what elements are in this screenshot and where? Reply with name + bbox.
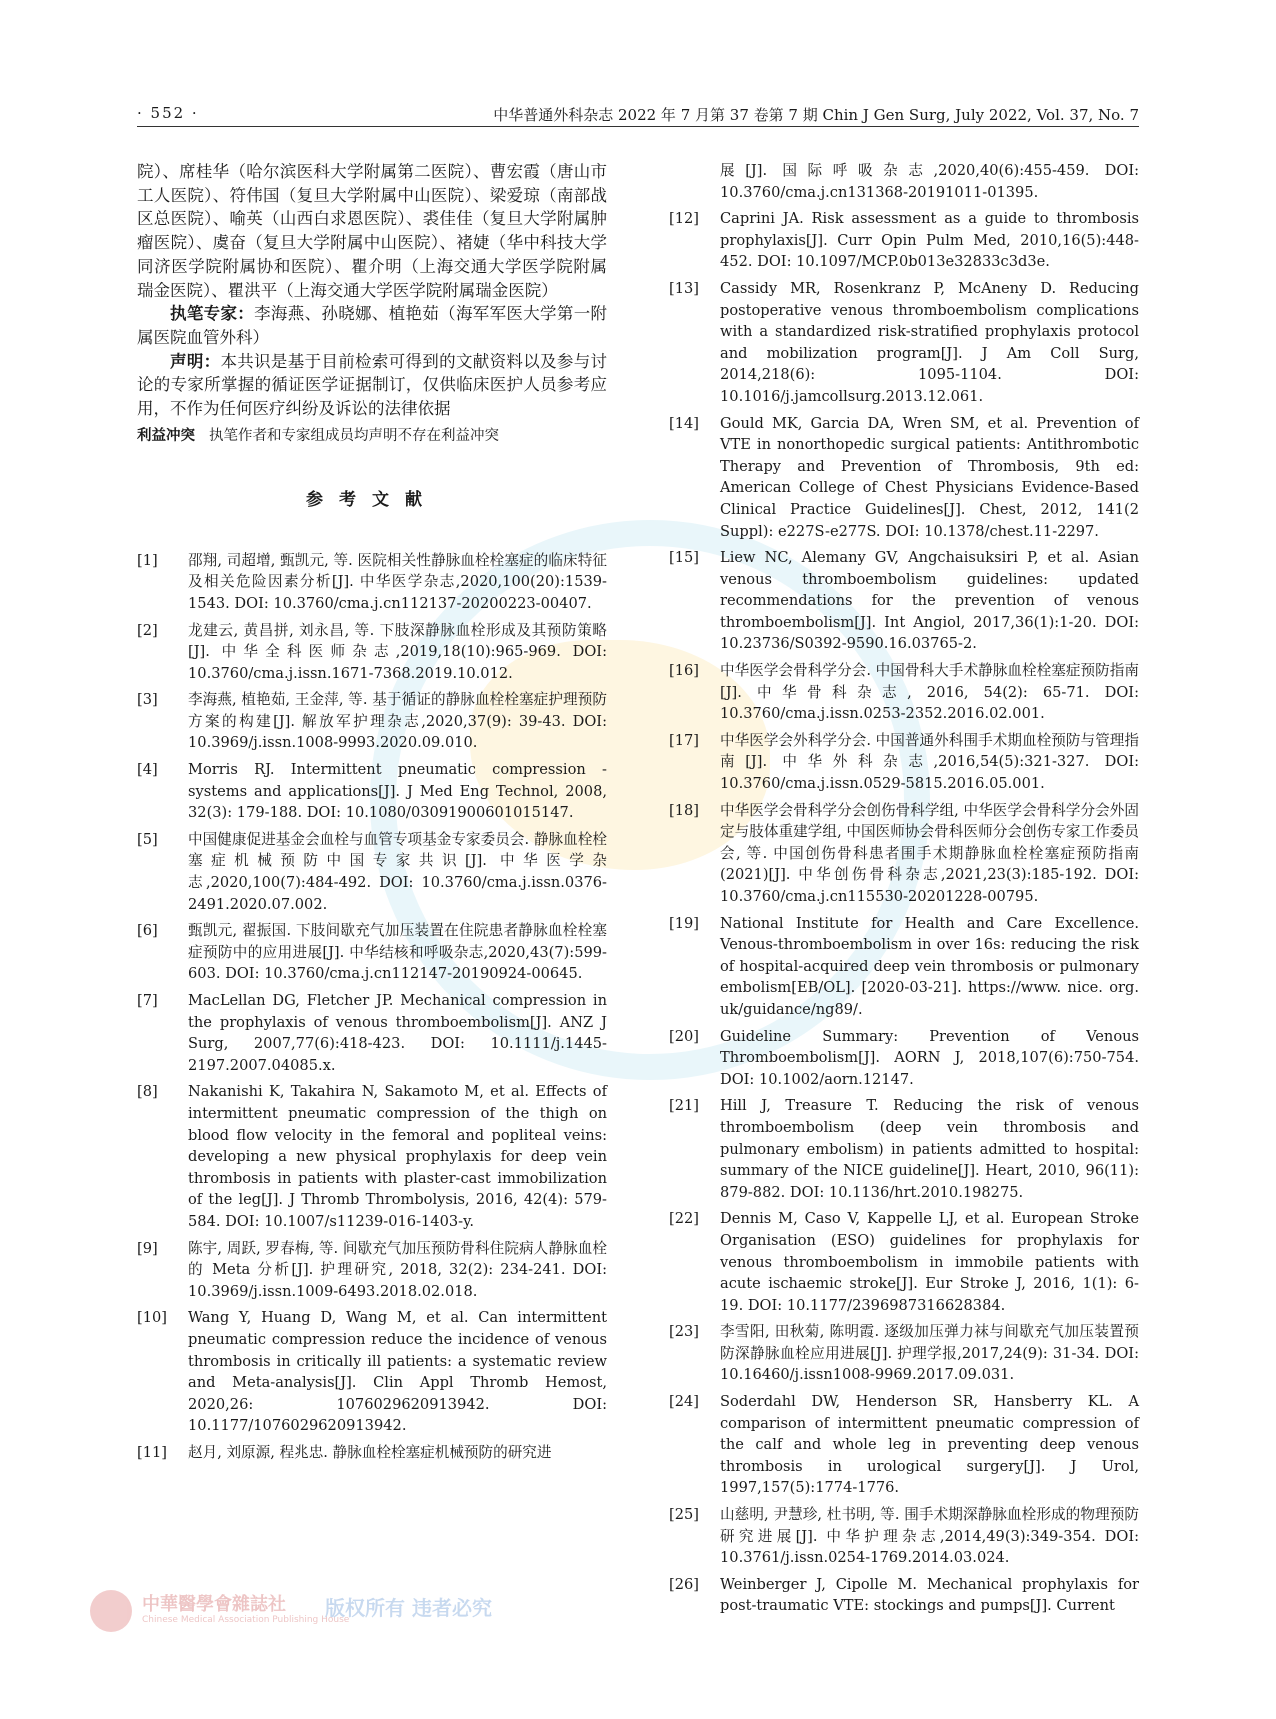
publisher-seal-icon [90, 1590, 132, 1632]
copyright-notice: 版权所有 违者必究 [325, 1596, 492, 1620]
reference-number: [2] [137, 621, 158, 639]
reference-text: 中华医学会骨科学分会创伤骨科学组, 中华医学会骨科学分会外固定与肢体重建学组, 中国医师协会骨科医师分会创伤专家工作委员会, 等. 中国创伤骨科患者围手术期静脉血栓栓塞症预防指南(2021)[J]. 中华创伤骨科杂志,2021,23(3):185-192. DOI: 10.3760/cma.j.cn115530-20201228-00795. [720, 801, 1139, 905]
reference-number: [4] [137, 761, 158, 779]
reference-number: [7] [137, 992, 158, 1010]
reference-text: Morris RJ. Intermittent pneumatic compression - systems and applications[J]. J Med Eng Technol, 2008, 32(3): 179-188. DOI: 10.1080/03091900601015147. [188, 761, 607, 822]
reference-number: [23] [669, 1323, 699, 1341]
reference-number: [1] [137, 551, 158, 569]
reference-item [669, 1321, 1139, 1386]
reference-text: 李雪阳, 田秋菊, 陈明霞. 逐级加压弹力袜与间歇充气加压装置预防深静脉血栓应用进展[J]. 护理学报,2017,24(9): 31-34. DOI: 10.16460/j.issn1008-9969.2017.09.031. [720, 1323, 1139, 1384]
reference-item [669, 1026, 1139, 1091]
reference-item [137, 1081, 607, 1232]
reference-item [137, 1238, 607, 1303]
reference-item [669, 913, 1139, 1021]
reference-number: [18] [669, 801, 699, 819]
reference-number: [16] [669, 662, 699, 680]
reference-number: [9] [137, 1239, 158, 1257]
publisher-name: 中華醫學會雜誌社 [142, 1594, 286, 1615]
reference-item [669, 1504, 1139, 1569]
reference-number: [21] [669, 1097, 699, 1115]
reference-text: 中华医学会外科学分会. 中国普通外科围手术期血栓预防与管理指南[J]. 中华外科杂志,2016,54(5):321-327. DOI: 10.3760/cma.j.issn.0529-5815.2016.05.001. [720, 731, 1139, 793]
reference-text: Gould MK, Garcia DA, Wren SM, et al. Prevention of VTE in nonorthopedic surgical patients: Antithrombotic Therapy and Prevention of Thrombosis, 9th ed: American College of Chest Physicians Evidence-Based Clinical Practice Guidelines[J]. Chest, 2012, 141(2 Suppl): e227S-e277S. DOI: 10.1378/chest.11-2297. [720, 414, 1139, 540]
right-column [669, 160, 1139, 1622]
reference-item [137, 1442, 607, 1464]
references-list-right [669, 160, 1139, 1617]
reference-item [669, 1095, 1139, 1203]
reference-item [137, 550, 607, 615]
page-number: · 552 · [137, 104, 199, 122]
reference-text: 展[J]. 国际呼吸杂志,2020,40(6):455-459. DOI: 10.3760/cma.j.cn131368-20191011-01395. [720, 162, 1139, 201]
statement-label: 声明： [170, 351, 221, 371]
reference-text: 邵翔, 司超增, 甄凯元, 等. 医院相关性静脉血栓栓塞症的临床特征及相关危险因素分析[J]. 中华医学杂志,2020,100(20):1539-1543. DOI: 10.3760/cma.j.cn112137-20200223-00407. [188, 551, 607, 612]
publisher-name-en: Chinese Medical Association Publishing House [142, 1615, 350, 1625]
reference-text: Guideline Summary: Prevention of Venous Thromboembolism[J]. AORN J, 2018,107(6):750-754. DOI: 10.1002/aorn.12147. [720, 1027, 1139, 1088]
reference-number: [26] [669, 1575, 699, 1593]
reference-number: [24] [669, 1393, 699, 1411]
reference-item [669, 208, 1139, 273]
reference-number: [14] [669, 414, 699, 432]
reference-number: [10] [137, 1309, 167, 1327]
coi-label: 利益冲突 [137, 427, 195, 444]
reference-number: [5] [137, 830, 158, 848]
writing-authors-label: 执笔专家： [170, 304, 255, 324]
references-heading: 参考文献 [306, 489, 438, 510]
reference-item [137, 990, 607, 1076]
reference-item [669, 800, 1139, 908]
reference-text: 中国健康促进基金会血栓与血管专项基金专家委员会. 静脉血栓栓塞症机械预防中国专家共识[J]. 中华医学杂志,2020,100(7):484-492. DOI: 10.3760/cma.j.issn.0376-2491.2020.07.002. [188, 830, 607, 913]
reference-number: [19] [669, 914, 699, 932]
reference-text: 龙建云, 黄昌拼, 刘永昌, 等. 下肢深静脉血栓形成及其预防策略[J]. 中华全科医师杂志,2019,18(10):965-969. DOI: 10.3760/cma.j.issn.1671-7368.2019.10.012. [188, 621, 607, 682]
reference-text: National Institute for Health and Care Excellence. Venous-thromboembolism in over 16s: reducing the risk of hospital-acquired deep vein thrombosis or pulmonary embolism[EB/OL]. [2020-03-21]. https://www. nice. org. uk/guidance/ng89/. [720, 914, 1139, 1018]
writing-authors [137, 302, 607, 349]
reference-text: Caprini JA. Risk assessment as a guide to thrombosis prophylaxis[J]. Curr Opin Pulm Med, 2010,16(5):448-452. DOI: 10.1097/MCP.0b013e32833c3d3e. [720, 210, 1139, 271]
reference-number: [17] [669, 731, 699, 749]
writing-authors-text: 李海燕、孙晓娜、植艳茹（海军军医大学第一附属医院血管外科） [137, 304, 608, 347]
reference-item [669, 160, 1139, 203]
reference-item [669, 1208, 1139, 1316]
statement [137, 350, 607, 421]
reference-text: 陈宇, 周跃, 罗春梅, 等. 间歇充气加压预防骨科住院病人静脉血栓的 Meta 分析[J]. 护理研究, 2018, 32(2): 234-241. DOI: 10.3969/j.issn.1009-6493.2018.02.018. [188, 1239, 607, 1300]
reference-item [137, 920, 607, 985]
reference-number: [13] [669, 279, 699, 297]
reference-item [669, 547, 1139, 655]
reference-text: Hill J, Treasure T. Reducing the risk of venous thromboembolism (deep vein thrombosis and pulmonary embolism) in patients admitted to hospital: summary of the NICE guideline[J]. Heart, 2010, 96(11): 879-882. DOI: 10.1136/hrt.2010.198275. [720, 1097, 1139, 1201]
reference-number: [15] [669, 549, 699, 567]
reference-text: Wang Y, Huang D, Wang M, et al. Can intermittent pneumatic compression reduce the incidence of venous thrombosis in critically ill patients: a systematic review and Meta-analysis[J]. Clin Appl Thromb Hemost, 2020,26: 1076029620913942. DOI: 10.1177/1076029620913942. [188, 1309, 607, 1435]
coi-text: 执笔作者和专家组成员均声明不存在利益冲突 [209, 427, 499, 444]
statement-text: 本共识是基于目前检索可得到的文献资料以及参与讨论的专家所掌握的循证医学证据制订，仅供临床医护人员参考应用，不作为任何医疗纠纷及诉讼的法律依据 [137, 351, 608, 419]
reference-item [137, 759, 607, 824]
reference-item [137, 620, 607, 685]
reference-item [669, 413, 1139, 543]
reference-text: 山慈明, 尹慧珍, 杜书明, 等. 围手术期深静脉血栓形成的物理预防研究进展[J]. 中华护理杂志,2014,49(3):349-354. DOI: 10.3761/j.issn.0254-1769.2014.03.024. [720, 1506, 1139, 1567]
reference-number: [22] [669, 1210, 699, 1228]
reference-item [669, 1391, 1139, 1499]
reference-text: 甄凯元, 翟振国. 下肢间歇充气加压装置在住院患者静脉血栓栓塞症预防中的应用进展[J]. 中华结核和呼吸杂志,2020,43(7):599-603. DOI: 10.3760/cma.j.cn112147-20190924-00645. [188, 922, 607, 983]
publisher-logo [90, 1588, 530, 1634]
contributors-continued: 院）、席桂华（哈尔滨医科大学附属第二医院）、曹宏霞（唐山市工人医院）、符伟国（复旦大学附属中山医院）、梁爱琼（南部战区总医院）、喻英（山西白求恩医院）、裘佳佳（复旦大学附属肿瘤医院）、虞奋（复旦大学附属中山医院）、褚婕（华中科技大学同济医学院附属协和医院）、瞿介明（上海交通大学医学院附属瑞金医院）、瞿洪平（上海交通大学医学院附属瑞金医院） [137, 162, 607, 300]
reference-text: Nakanishi K, Takahira N, Sakamoto M, et al. Effects of intermittent pneumatic compression of the thigh on blood flow velocity in the femoral and popliteal veins: developing a new physical prophylaxis for deep vein thrombosis in patients with plaster-cast immobilization of the leg[J]. J Thromb Thrombolysis, 2016, 42(4): 579-584. DOI: 10.1007/s11239-016-1403-y. [188, 1083, 607, 1230]
reference-text: Weinberger J, Cipolle M. Mechanical prophylaxis for post-traumatic VTE: stockings and pumps[J]. Current [720, 1575, 1139, 1615]
reference-number: [25] [669, 1506, 699, 1524]
reference-text: 李海燕, 植艳茹, 王金萍, 等. 基于循证的静脉血栓栓塞症护理预防方案的构建[J]. 解放军护理杂志,2020,37(9): 39-43. DOI: 10.3969/j.issn.1008-9993.2020.09.010. [188, 691, 607, 752]
reference-text: Liew NC, Alemany GV, Angchaisuksiri P, et al. Asian venous thromboembolism guidelines: updated recommendations for the prevention of venous thromboembolism[J]. Int Angiol, 2017,36(1):1-20. DOI: 10.23736/S0392-9590.16.03765-2. [720, 549, 1139, 653]
reference-text: 中华医学会骨科学分会. 中国骨科大手术静脉血栓栓塞症预防指南[J]. 中华骨科杂志, 2016, 54(2): 65-71. DOI: 10.3760/cma.j.issn.0253-2352.2016.02.001. [720, 662, 1139, 723]
reference-text: Cassidy MR, Rosenkranz P, McAneny D. Reducing postoperative venous thromboembolism complications with a standardized risk-stratified prophylaxis protocol and mobilization program[J]. J Am Coll Surg, 2014,218(6): 1095-1104. DOI: 10.1016/j.jamcollsurg.2013.12.061. [720, 279, 1139, 405]
reference-text: Soderdahl DW, Henderson SR, Hansberry KL. A comparison of intermittent pneumatic compression of the calf and whole leg in preventing deep venous thrombosis in urological surgery[J]. J Urol, 1997,157(5):1774-1776. [720, 1393, 1139, 1497]
conflict-of-interest [137, 425, 607, 447]
reference-item [669, 278, 1139, 408]
reference-number: [3] [137, 691, 158, 709]
reference-item [669, 660, 1139, 725]
reference-number: [12] [669, 210, 699, 228]
journal-citation: 中华普通外科杂志 2022 年 7 月第 37 卷第 7 期 Chin J Gen Surg, July 2022, Vol. 37, No. 7 [493, 106, 1139, 124]
running-header [137, 104, 1139, 127]
reference-item [137, 829, 607, 915]
reference-item [137, 689, 607, 754]
reference-number: [20] [669, 1027, 699, 1045]
reference-text: MacLellan DG, Fletcher JP. Mechanical compression in the prophylaxis of venous thromboembolism[J]. ANZ J Surg, 2007,77(6):418-423. DOI: 10.1111/j.1445-2197.2007.04085.x. [188, 992, 607, 1074]
reference-number: [6] [137, 922, 158, 940]
reference-text: 赵月, 刘原源, 程兆忠. 静脉血栓栓塞症机械预防的研究进 [188, 1443, 552, 1461]
reference-item [669, 1574, 1139, 1617]
references-list-left [137, 550, 607, 1464]
reference-text: Dennis M, Caso V, Kappelle LJ, et al. European Stroke Organisation (ESO) guidelines for prophylaxis for venous thromboembolism in immobile patients with acute ischaemic stroke[J]. Eur Stroke J, 2016, 1(1): 6-19. DOI: 10.1177/2396987316628384. [720, 1210, 1139, 1314]
reference-number: [11] [137, 1443, 167, 1461]
reference-item [669, 730, 1139, 795]
left-column [137, 160, 607, 1468]
reference-item [137, 1307, 607, 1437]
reference-number: [8] [137, 1083, 158, 1101]
